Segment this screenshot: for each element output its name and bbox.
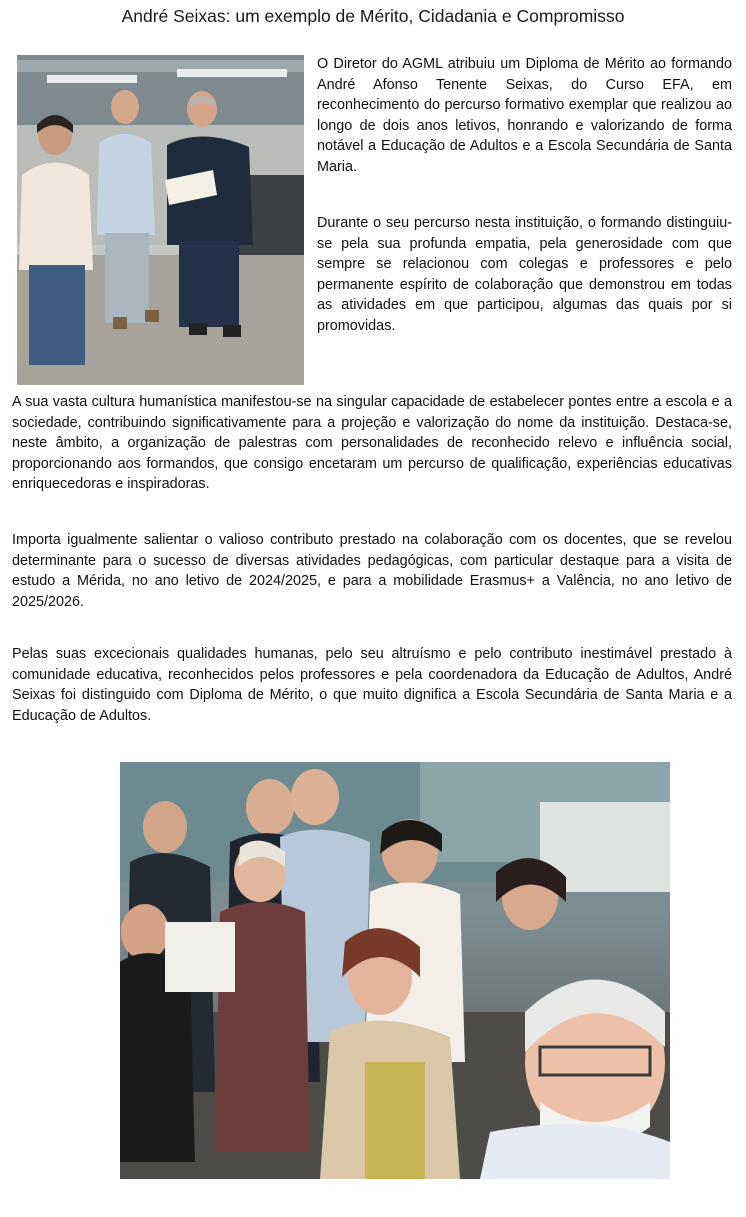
paragraph-1: O Diretor do AGML atribuiu um Diploma de Mérito ao formando André Afonso Tenente Seixas, do Curso EFA, em reconhecimento do percurso formativo exemplar que realizou ao longo de dois anos letivos, honrando e valorizando de forma notável a Educação de Adultos e a Escola Secundária de Santa Maria. [317, 56, 732, 175]
group-selfie-photo [120, 762, 670, 1179]
paragraph-4: Importa igualmente salientar o valioso contributo prestado na colaboração com os docentes, que se revelou determinante para o sucesso de diversas atividades pedagógicas, com particular destaque para a visita de estudo a Mérida, no ano letivo de 2024/2025, e para a mobilidade Erasmus+ a Valência, no ano letivo de 2025/2026. [12, 532, 732, 610]
paragraph-2: Durante o seu percurso nesta instituição, o formando distinguiu-se pela sua profunda empatia, pela generosidade com que sempre se relacionou com colegas e professores e pelo permanente espírito de colaboração que demonstrou em todas as atividades em que participou, algumas das quais por si promovidas. [317, 215, 732, 334]
paragraph-5: Pelas suas excecionais qualidades humanas, pelo seu altruísmo e pelo contributo inestimável prestado à comunidade educativa, reconhecidos pelos professores e pela coordenadora da Educação de Adultos, André Seixas foi distinguido com Diploma de Mérito, o que muito dignifica a Escola Secundária de Santa Maria e a Educação de Adultos. [12, 646, 732, 724]
award-ceremony-photo [17, 55, 304, 385]
page-title: André Seixas: um exemplo de Mérito, Cidadania e Compromisso [121, 6, 625, 26]
paragraph-3: A sua vasta cultura humanística manifestou-se na singular capacidade de estabelecer pontes entre a escola e a sociedade, contribuindo significativamente para a projeção e valorização do nome da instituição. Destaca-se, neste âmbito, a organização de palestras com personalidades de reconhecido relevo e influência social, proporcionando aos formandos, que consigo encetaram um percurso de qualificação, experiências educativas enriquecedoras e inspiradoras. [12, 394, 732, 493]
